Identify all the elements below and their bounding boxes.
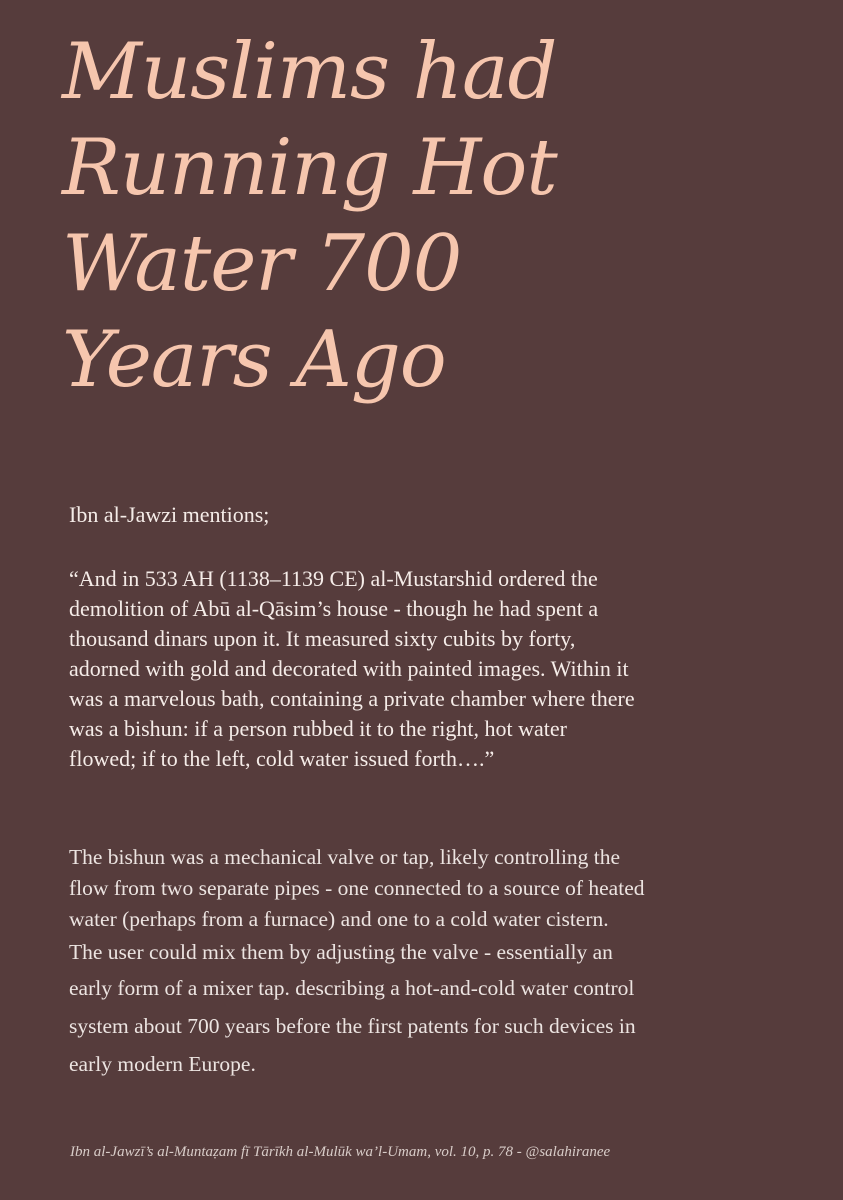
quote-line: demolition of Abū al-Qāsim’s house - though he had spent a — [69, 596, 599, 621]
title-line: Years Ago — [62, 315, 446, 405]
quote-line: was a bishun: if a person rubbed it to the right, hot water — [69, 716, 567, 741]
page-title — [62, 24, 762, 408]
title-line: Water 700 — [62, 219, 462, 309]
quote-line: flowed; if to the left, cold water issued forth….” — [69, 746, 495, 771]
intro-text: Ibn al-Jawzi mentions; — [69, 502, 270, 527]
citation-footer: Ibn al-Jawzī’s al-Muntaẓam fī Tārīkh al-Mulūk wa’l-Umam, vol. 10, p. 78 - @salahiranee — [70, 1144, 611, 1160]
title-line: Muslims had — [62, 27, 557, 117]
explanation-line: system about 700 years before the first patents for such devices in — [69, 1014, 636, 1038]
quote-line: “And in 533 AH (1138–1139 CE) al-Mustarshid ordered the — [69, 566, 598, 591]
explanation-line: The user could mix them by adjusting the valve - essentially an — [69, 940, 613, 964]
quote-paragraph — [69, 564, 789, 774]
explanation-line: water (perhaps from a furnace) and one to a cold water cistern. — [69, 907, 609, 931]
explanation-line: early modern Europe. — [69, 1052, 256, 1076]
explanation-line: The bishun was a mechanical valve or tap, likely controlling the — [69, 845, 621, 869]
explanation-line: early form of a mixer tap. describing a hot-and-cold water control — [69, 976, 635, 1000]
explanation-paragraph — [69, 842, 789, 1083]
quote-line: adorned with gold and decorated with painted images. Within it — [69, 656, 629, 681]
explanation-line: flow from two separate pipes - one connected to a source of heated — [69, 876, 645, 900]
quote-line: was a marvelous bath, containing a private chamber where there — [69, 686, 635, 711]
title-line: Running Hot — [62, 123, 557, 213]
quote-line: thousand dinars upon it. It measured sixty cubits by forty, — [69, 626, 576, 651]
